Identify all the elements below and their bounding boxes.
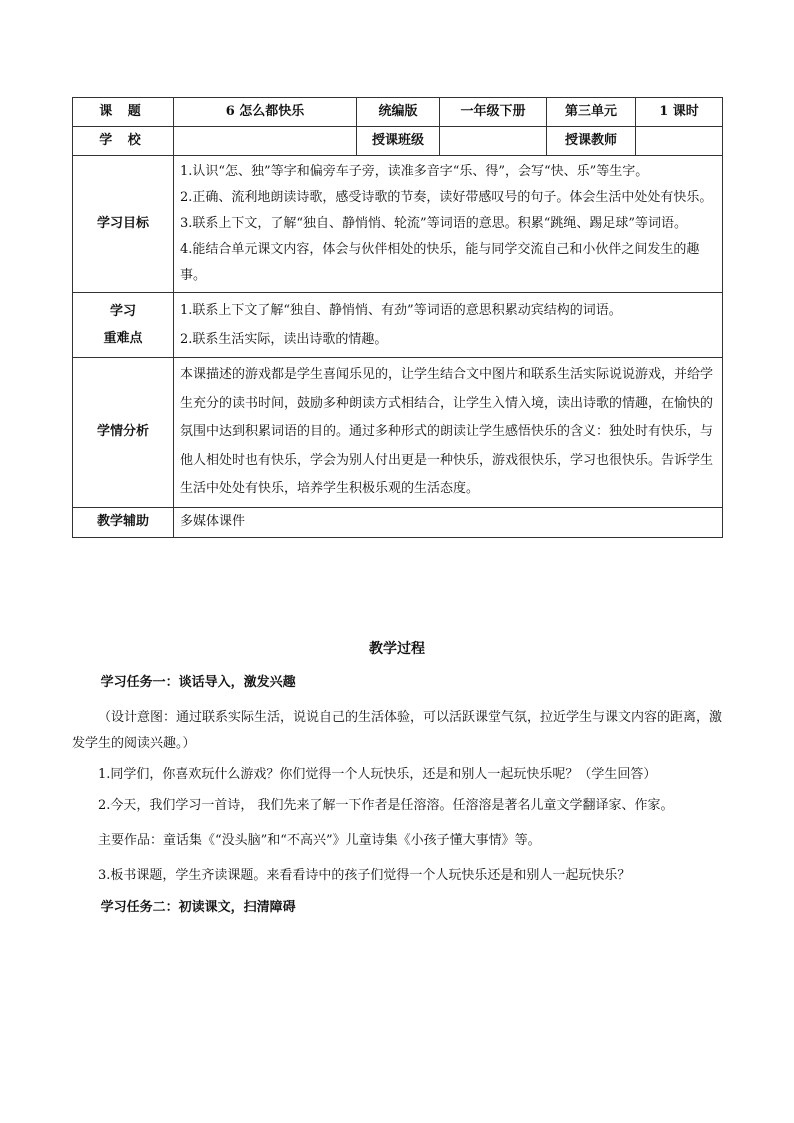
analysis-text: 本课描述的游戏都是学生喜闻乐见的，让学生结合文中图片和联系生活实际说说游戏，并给学生充分的读书时间，鼓励多种朗读方式相结合，让学生入情入境，读出诗歌的情趣，在愉快的氛围中达到积累词语的目的。通过多种形式的朗读让学生感悟快乐的含义：独处时有快乐，与他人相处时也有快乐，学会为别人付出更是一种快乐，游戏很快乐，学习也很快乐。告诉学生生活中处处有快乐，培养学生积极乐观的生活态度。	[174, 358, 723, 508]
difficulty-label	[73, 293, 174, 358]
teaching-process	[72, 636, 722, 921]
table-row	[73, 127, 723, 156]
step-two: 2.今天，我们学习一首诗， 我们先来了解一下作者是任溶溶。任溶溶是著名儿童文学翻译家、作家。	[98, 798, 674, 813]
edition: 统编版	[357, 98, 440, 127]
process-title: 教学过程	[369, 641, 425, 657]
task-one-heading: 学习任务一：谈话导入，激发兴趣	[100, 675, 296, 690]
class-value	[440, 127, 547, 156]
goal-item: 3.联系上下文，了解“独自、静悄悄、轮流”等词语的意思。积累“跳绳、踢足球”等词语。	[180, 216, 687, 231]
grade: 一年级下册	[440, 98, 547, 127]
design-intent: （设计意图：通过联系实际生活，说说自己的生活体验，可以活跃课堂气氛，拉近学生与课文内容的距离，激发学生的阅读兴趣。）	[72, 710, 723, 751]
aids-label: 教学辅助	[73, 507, 174, 537]
aids-value: 多媒体课件	[174, 507, 723, 537]
main-works: 主要作品：童话集《“没头脑”和“不高兴”》儿童诗集《小孩子懂大事情》等。	[98, 833, 541, 848]
class-hours: 1 课时	[636, 98, 723, 127]
table-row	[73, 293, 723, 358]
teacher-label: 授课教师	[547, 127, 636, 156]
difficulty-label-line2: 重难点	[103, 331, 143, 346]
lesson-title: 6 怎么都快乐	[174, 98, 357, 127]
difficulty-label-line1: 学习	[109, 304, 136, 319]
table-row	[73, 358, 723, 508]
difficulty-item: 1.联系上下文了解“独自、静悄悄、有劲”等词语的意思积累动宾结构的词语。	[180, 303, 622, 318]
table-row	[73, 156, 723, 293]
step-three: 3.板书课题，学生齐读课题。来看看诗中的孩子们觉得一个人玩快乐还是和别人一起玩快乐？	[98, 868, 631, 883]
difficulty-content	[174, 293, 723, 358]
table-row	[73, 507, 723, 537]
goals-content	[174, 156, 723, 293]
lesson-info-table	[72, 97, 723, 538]
school-label: 学校	[73, 127, 174, 156]
unit: 第三单元	[547, 98, 636, 127]
teacher-value	[636, 127, 723, 156]
goals-label: 学习目标	[73, 156, 174, 293]
school-value	[174, 127, 357, 156]
goal-item: 1.认识“怎、独”等字和偏旁车子旁，读准多音字“乐、得”，会写“快、乐”等生字。	[180, 164, 649, 179]
topic-label: 课题	[73, 98, 174, 127]
class-label: 授课班级	[357, 127, 440, 156]
step-one: 1.同学们，你喜欢玩什么游戏？你们觉得一个人玩快乐，还是和别人一起玩快乐呢？（学生回答）	[98, 767, 657, 782]
goal-item: 2.正确、流利地朗读诗歌，感受诗歌的节奏，读好带感叹号的句子。体会生活中处处有快乐。	[180, 190, 713, 205]
goal-item: 4.能结合单元课文内容，体会与伙伴相处的快乐，能与同学交流自己和小伙伴之间发生的趣事。	[180, 242, 700, 283]
difficulty-item: 2.联系生活实际，读出诗歌的情趣。	[180, 332, 388, 347]
task-two-heading: 学习任务二：初读课文，扫清障碍	[100, 900, 296, 915]
analysis-label: 学情分析	[73, 358, 174, 508]
table-row	[73, 98, 723, 127]
